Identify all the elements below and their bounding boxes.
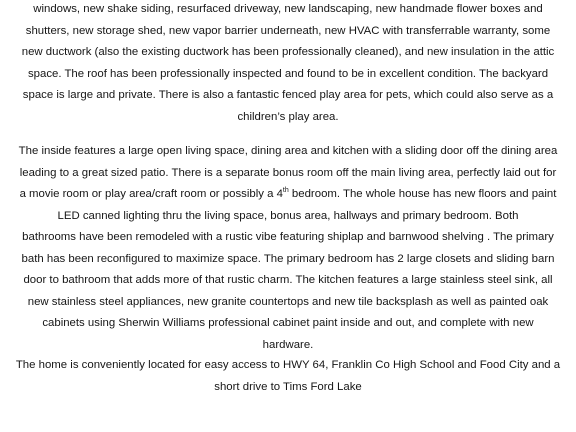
text-line-start: a movie room or play area/craft room or possibly a 4 — [19, 188, 283, 200]
text-line: new stainless steel appliances, new granite countertops and new tile backsplash as well as painted oak — [27, 295, 549, 308]
text-line: shutters, new storage shed, new vapor barrier underneath, new HVAC with transferrable warranty, some — [25, 24, 551, 37]
text-line: hardware. — [262, 338, 314, 351]
text-line: leading to a great sized patio. There is a separate bonus room off the main living area, perfectly laid out for — [19, 166, 557, 179]
text-line: children’s play area. — [237, 110, 339, 123]
text-line: space is large and private. There is also a fantastic fenced play area for pets, which could also serve as a — [22, 89, 554, 101]
text-line: short drive to Tims Ford Lake — [214, 380, 362, 393]
paragraph-interior-features — [0, 141, 576, 356]
paragraph-exterior-features — [0, 0, 576, 128]
text-line: LED canned lighting thru the living space, bonus area, hallways and primary bedroom. Both — [57, 209, 519, 222]
text-line: The inside features a large open living space, dining area and kitchen with a sliding door off the dining area — [18, 145, 558, 157]
text-line: The home is conveniently located for easy access to HWY 64, Franklin Co High School and Food City and a — [15, 359, 561, 371]
text-line: windows, new shake siding, resurfaced driveway, new landscaping, new handmade flower boxes and — [33, 3, 543, 15]
text-line: bathrooms have been remodeled with a rustic vibe featuring shiplap and barnwood shelving . The primary — [22, 231, 554, 243]
ordinal-superscript: th — [282, 187, 289, 195]
text-line: door to bathroom that adds more of that rustic charm. The kitchen features a large stainless steel sink, all — [23, 274, 553, 286]
paragraph-location — [0, 355, 576, 398]
text-line-end: bedroom. The whole house has new floors and paint — [288, 188, 557, 200]
text-line — [0, 184, 576, 206]
text-line: cabinets using Sherwin Williams professional cabinet paint inside and out, and complete with new — [42, 317, 534, 329]
text-line: space. The roof has been professionally inspected and found to be in excellent condition. The backyard — [27, 67, 549, 80]
text-line: new ductwork (also the existing ductwork has been professionally cleaned), and new insulation in the attic — [21, 46, 555, 58]
text-line: bath has been reconfigured to maximize space. The primary bedroom has 2 large closets and sliding barn — [21, 252, 555, 265]
